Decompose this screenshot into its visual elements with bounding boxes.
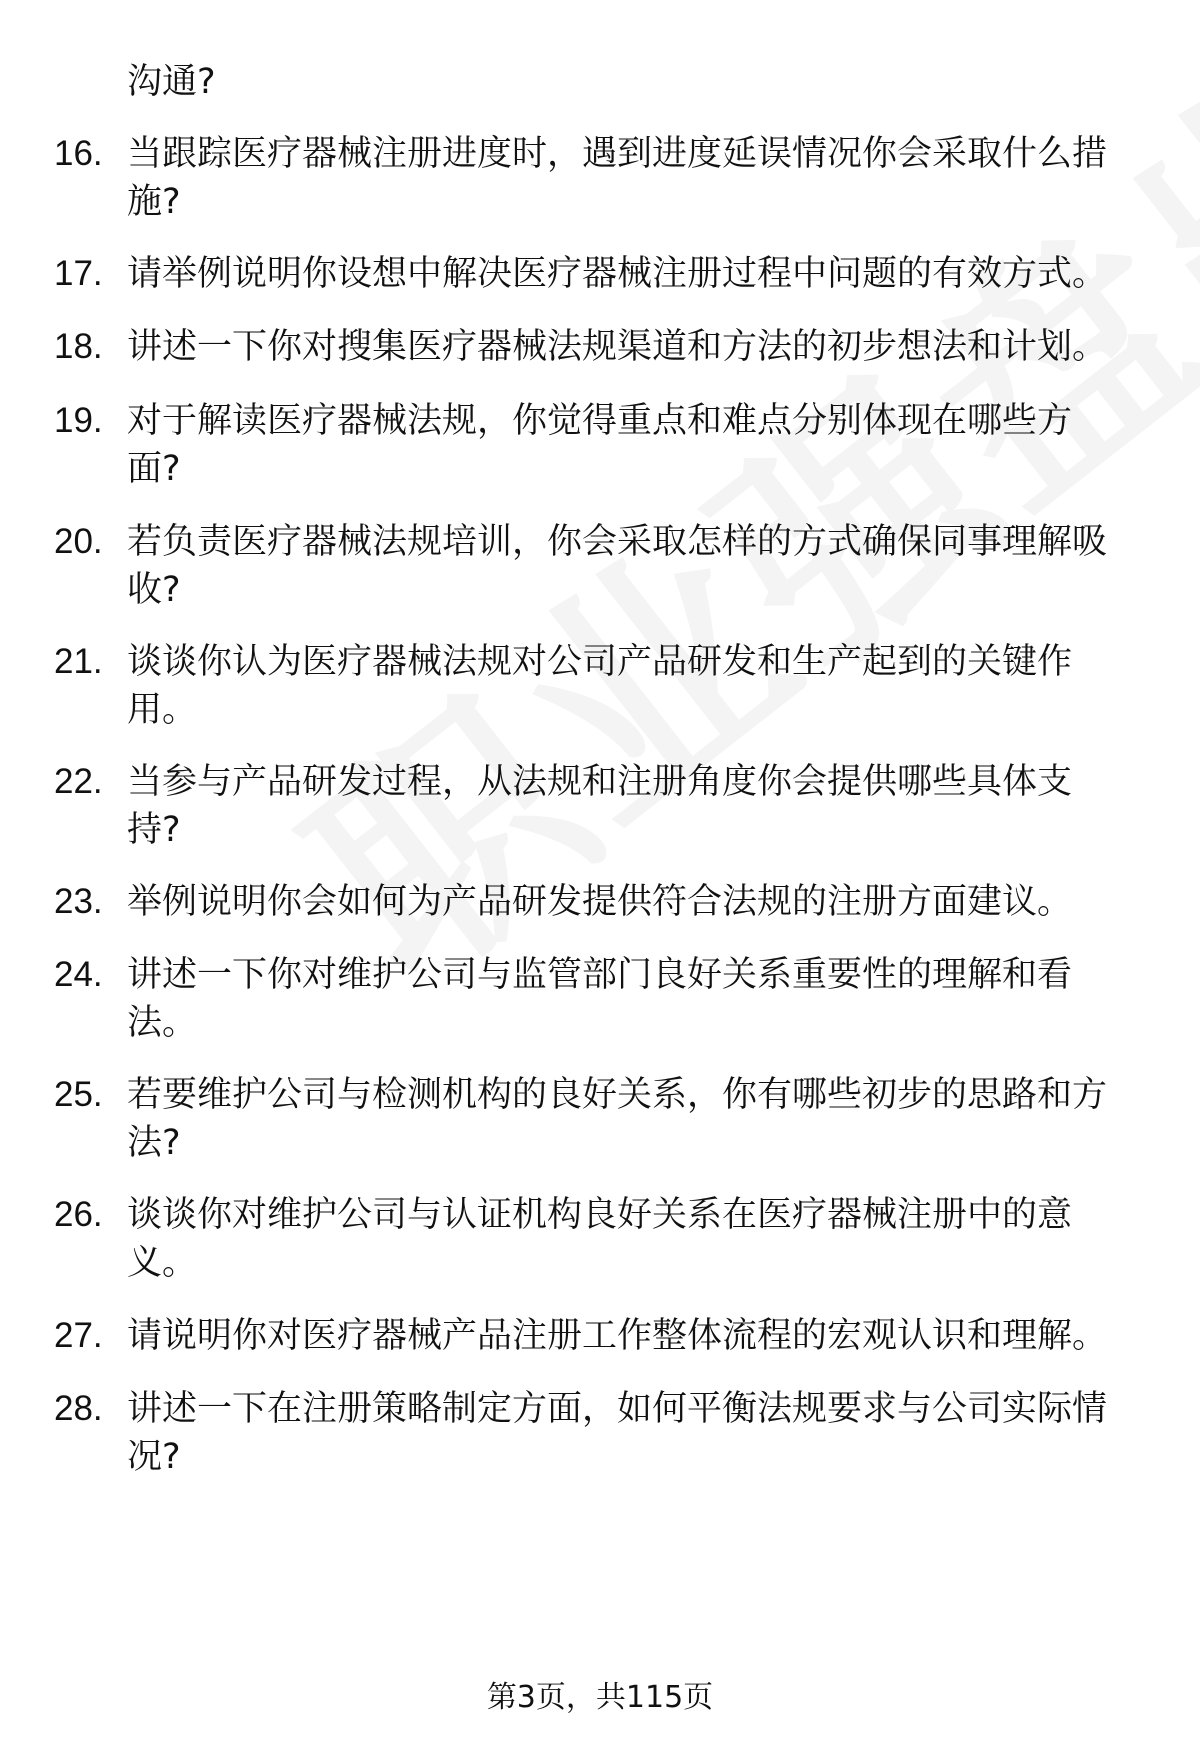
question-number: 18. <box>54 327 103 366</box>
question-text <box>127 1191 1142 1287</box>
question-text <box>127 1312 1142 1360</box>
question-number: 25. <box>54 1075 103 1114</box>
question-line: 持? <box>127 810 181 850</box>
question-number: 24. <box>54 955 103 994</box>
question-line: 况? <box>127 1437 181 1477</box>
question-line: 当跟踪医疗器械注册进度时，遇到进度延误情况你会采取什么措 <box>127 134 1108 174</box>
question-number: 16. <box>54 134 103 173</box>
question-line: 若负责医疗器械法规培训，你会采取怎样的方式确保同事理解吸 <box>127 522 1108 562</box>
question-number: 26. <box>54 1195 103 1234</box>
question-line: 法。 <box>127 1003 198 1043</box>
question-text <box>127 951 1142 1047</box>
question-number: 28. <box>54 1389 103 1428</box>
question-line: 请说明你对医疗器械产品注册工作整体流程的宏观认识和理解。 <box>127 1316 1108 1356</box>
question-text <box>127 638 1142 734</box>
question-line: 义。 <box>127 1243 198 1283</box>
question-line: 收? <box>127 570 181 610</box>
question-line: 对于解读医疗器械法规，你觉得重点和难点分别体现在哪些方 <box>127 401 1073 441</box>
question-number: 22. <box>54 762 103 801</box>
question-line: 请举例说明你设想中解决医疗器械注册过程中问题的有效方式。 <box>127 254 1108 294</box>
question-line: 法? <box>127 1123 181 1163</box>
question-text <box>127 1385 1142 1481</box>
question-line: 施? <box>127 182 181 222</box>
question-line: 用。 <box>127 690 198 730</box>
question-text <box>127 878 1142 926</box>
question-line: 讲述一下你对维护公司与监管部门良好关系重要性的理解和看 <box>127 955 1073 995</box>
question-line: 讲述一下你对搜集医疗器械法规渠道和方法的初步想法和计划。 <box>127 327 1108 367</box>
question-line: 谈谈你认为医疗器械法规对公司产品研发和生产起到的关键作 <box>127 642 1073 682</box>
question-number: 20. <box>54 522 103 561</box>
question-number: 23. <box>54 882 103 921</box>
question-text <box>127 130 1142 226</box>
question-line: 若要维护公司与检测机构的良好关系，你有哪些初步的思路和方 <box>127 1075 1108 1115</box>
question-number: 21. <box>54 642 103 681</box>
question-line: 面? <box>127 449 181 489</box>
question-line: 当参与产品研发过程，从法规和注册角度你会提供哪些具体支 <box>127 762 1073 802</box>
question-text <box>127 758 1142 854</box>
question-text <box>127 518 1142 614</box>
question-text <box>127 397 1142 493</box>
question-text <box>127 323 1142 371</box>
question-number: 17. <box>54 254 103 293</box>
question-line: 讲述一下在注册策略制定方面，如何平衡法规要求与公司实际情 <box>127 1389 1108 1429</box>
question-text <box>127 1071 1142 1167</box>
question-text <box>127 250 1142 298</box>
question-line: 举例说明你会如何为产品研发提供符合法规的注册方面建议。 <box>127 882 1073 922</box>
page-footer: 第3页，共115页 <box>486 1680 714 1715</box>
question-number: 27. <box>54 1316 103 1355</box>
continued-question-text: 沟通? <box>127 62 216 102</box>
question-line: 谈谈你对维护公司与认证机构良好关系在医疗器械注册中的意 <box>127 1195 1073 1235</box>
question-number: 19. <box>54 401 103 440</box>
